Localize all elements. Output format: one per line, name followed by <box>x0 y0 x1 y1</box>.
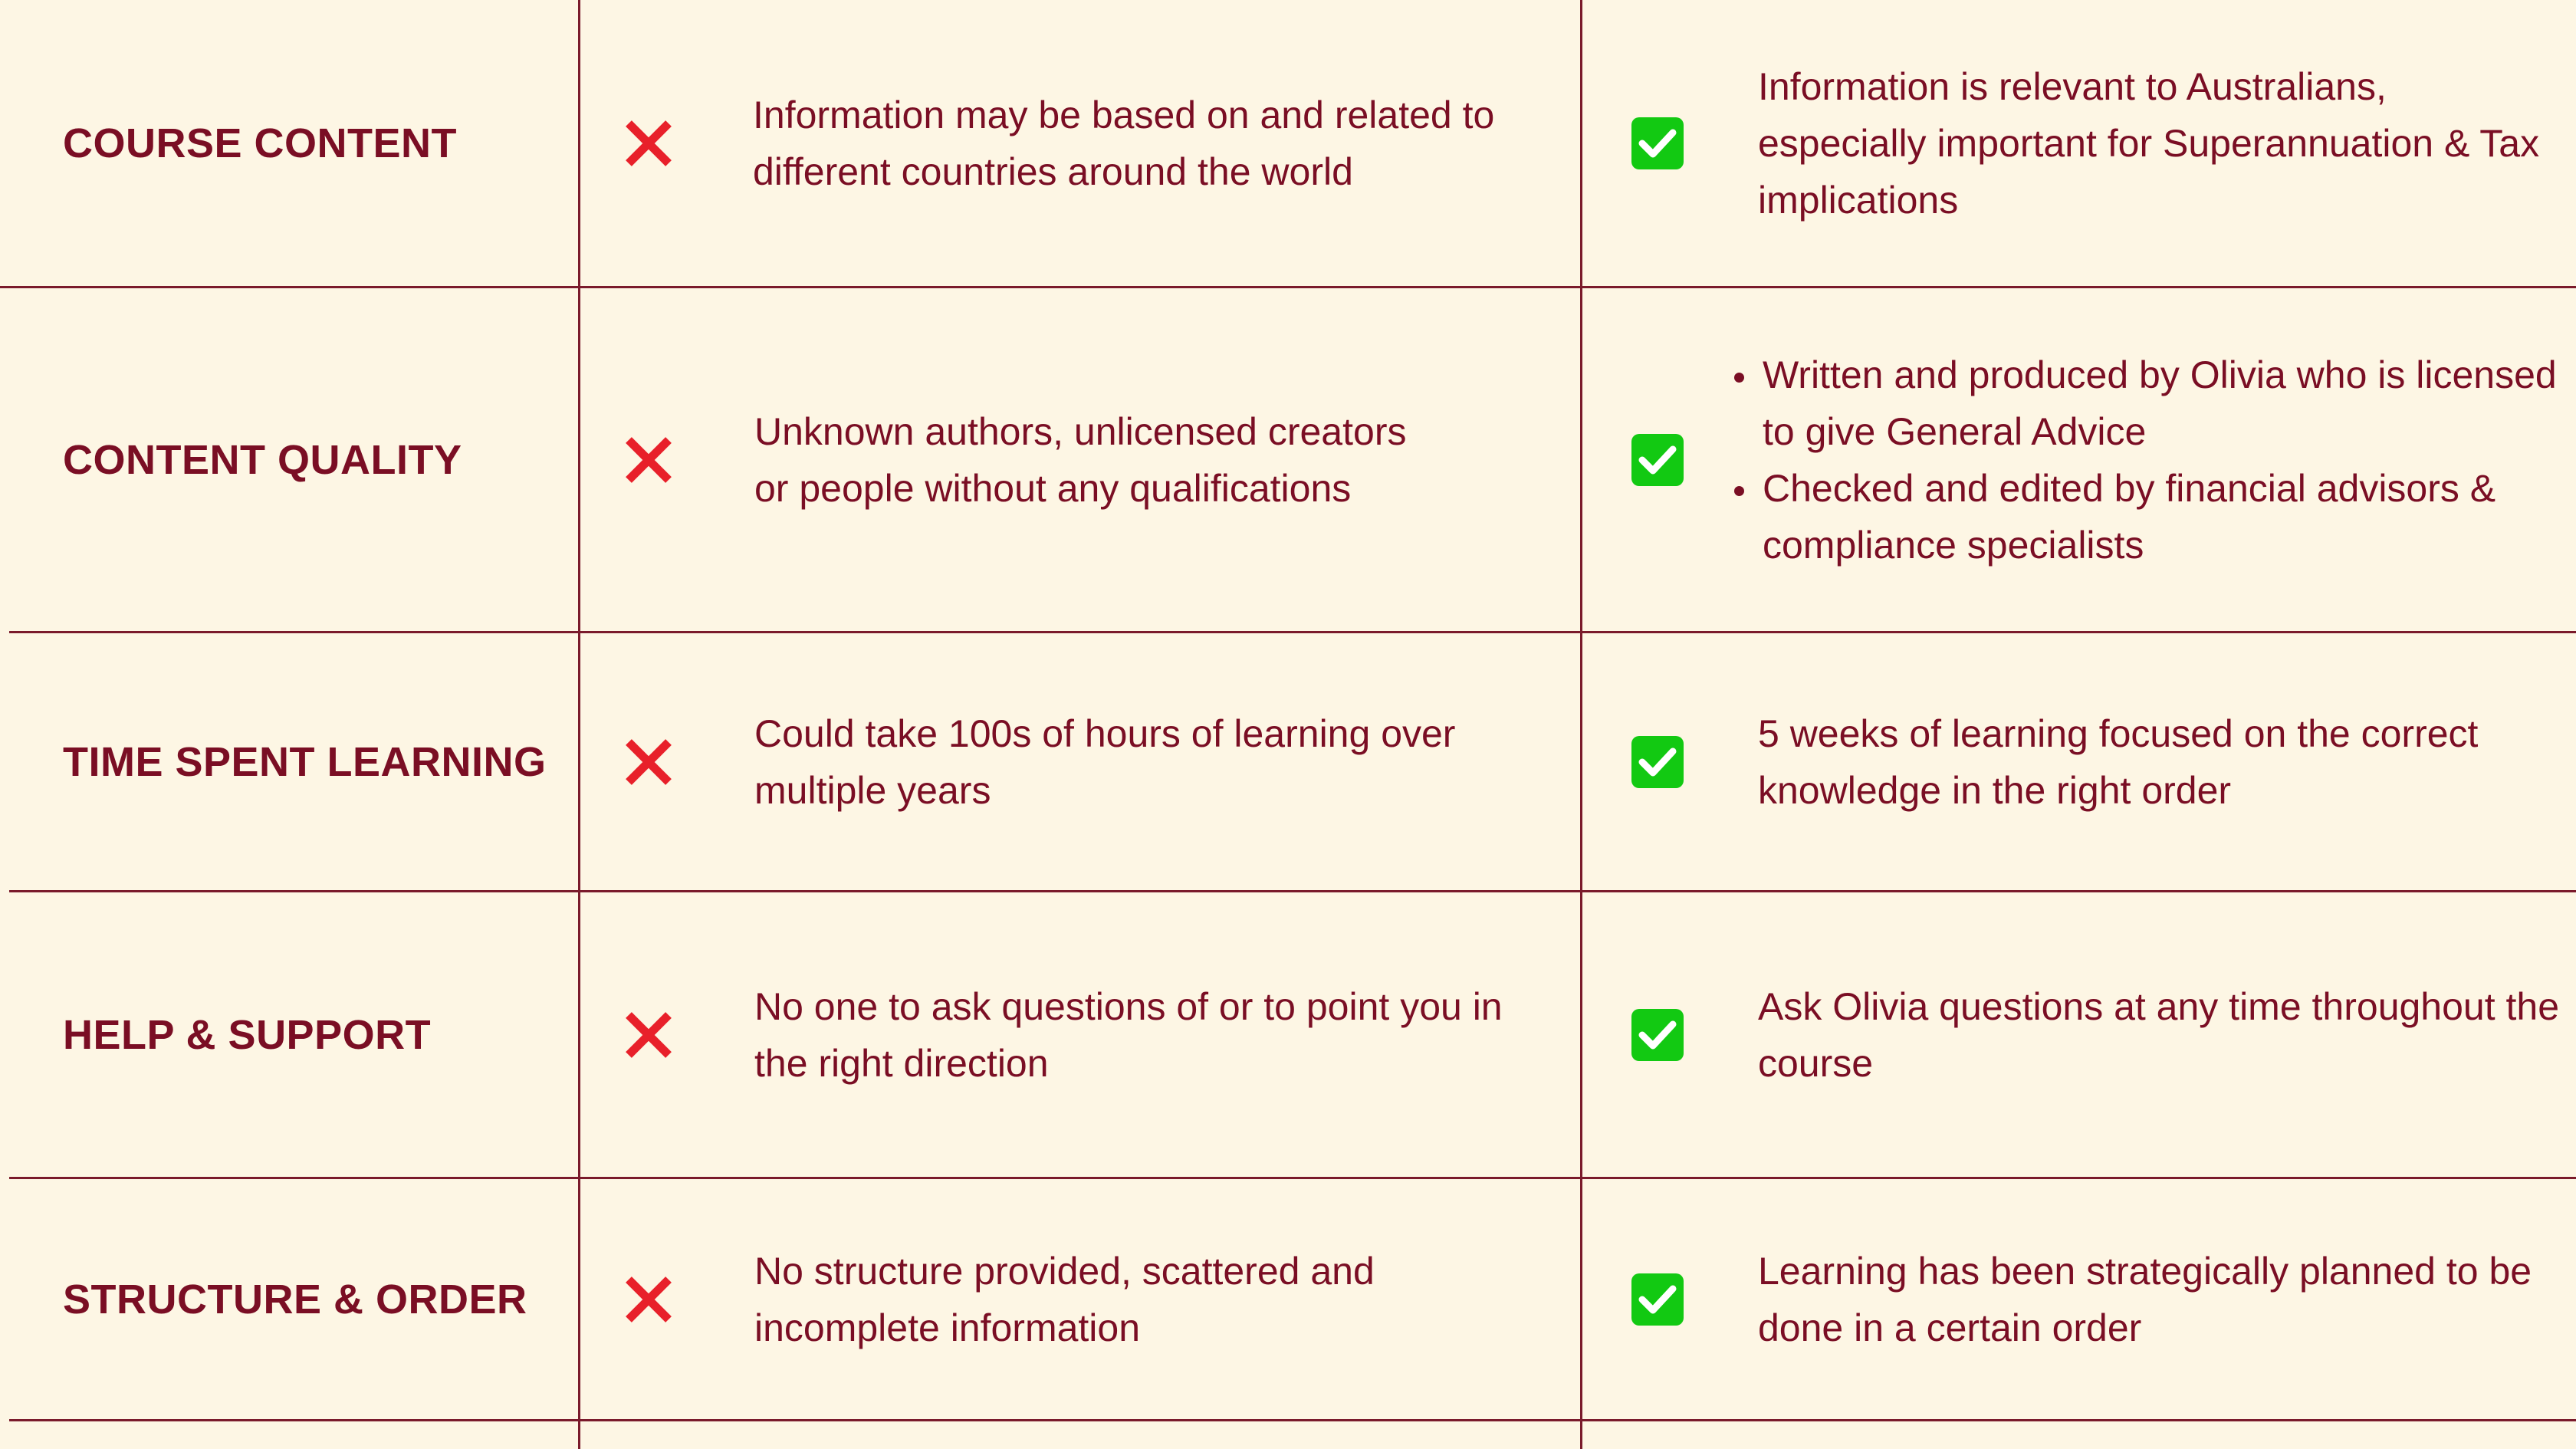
negative-text: No one to ask questions of or to point you in the right direction <box>754 984 1503 1085</box>
row-label: CONTENT QUALITY <box>63 436 462 483</box>
positive-text: Learning has been strategically planned to be done in a certain order <box>1758 1249 2532 1349</box>
row-label: HELP & SUPPORT <box>63 1011 432 1058</box>
bullet-item: • Written and produced by Olivia who is licensed to give General Advice <box>1760 347 2568 460</box>
table-row <box>0 0 2576 286</box>
cross-icon <box>610 892 687 1177</box>
bullet-item: • Checked and edited by financial advisors & compliance specialists <box>1760 460 2568 573</box>
check-icon <box>1619 288 1696 631</box>
table-row <box>0 1179 2576 1419</box>
row-label: COURSE CONTENT <box>63 120 458 166</box>
bullet-list <box>1721 347 2568 573</box>
row-label: STRUCTURE & ORDER <box>63 1276 527 1322</box>
table-row <box>0 633 2576 890</box>
positive-text: 5 weeks of learning focused on the correct knowledge in the right order <box>1758 711 2479 812</box>
negative-text: Could take 100s of hours of learning over multiple years <box>754 711 1456 812</box>
check-icon <box>1619 1179 1696 1419</box>
positive-bullets <box>1721 288 2568 631</box>
check-icon <box>1619 633 1696 890</box>
negative-text: Information may be based on and related to different countries around the world <box>753 93 1495 193</box>
cross-icon <box>610 0 687 286</box>
cross-icon <box>610 288 687 631</box>
cross-icon <box>610 1179 687 1419</box>
row-label: TIME SPENT LEARNING <box>63 738 547 785</box>
table-row <box>0 892 2576 1177</box>
negative-text: Unknown authors, unlicensed creators or people without any qualifications <box>754 409 1407 510</box>
negative-text: No structure provided, scattered and incomplete information <box>754 1249 1375 1349</box>
table-row <box>0 288 2576 631</box>
cross-icon <box>610 633 687 890</box>
positive-text: Information is relevant to Australians, especially important for Superannuation & Tax implications <box>1758 64 2540 222</box>
positive-text: Ask Olivia questions at any time throughout the course <box>1758 984 2560 1085</box>
check-icon <box>1619 0 1696 286</box>
row-divider-5 <box>9 1419 2576 1421</box>
check-icon <box>1619 892 1696 1177</box>
